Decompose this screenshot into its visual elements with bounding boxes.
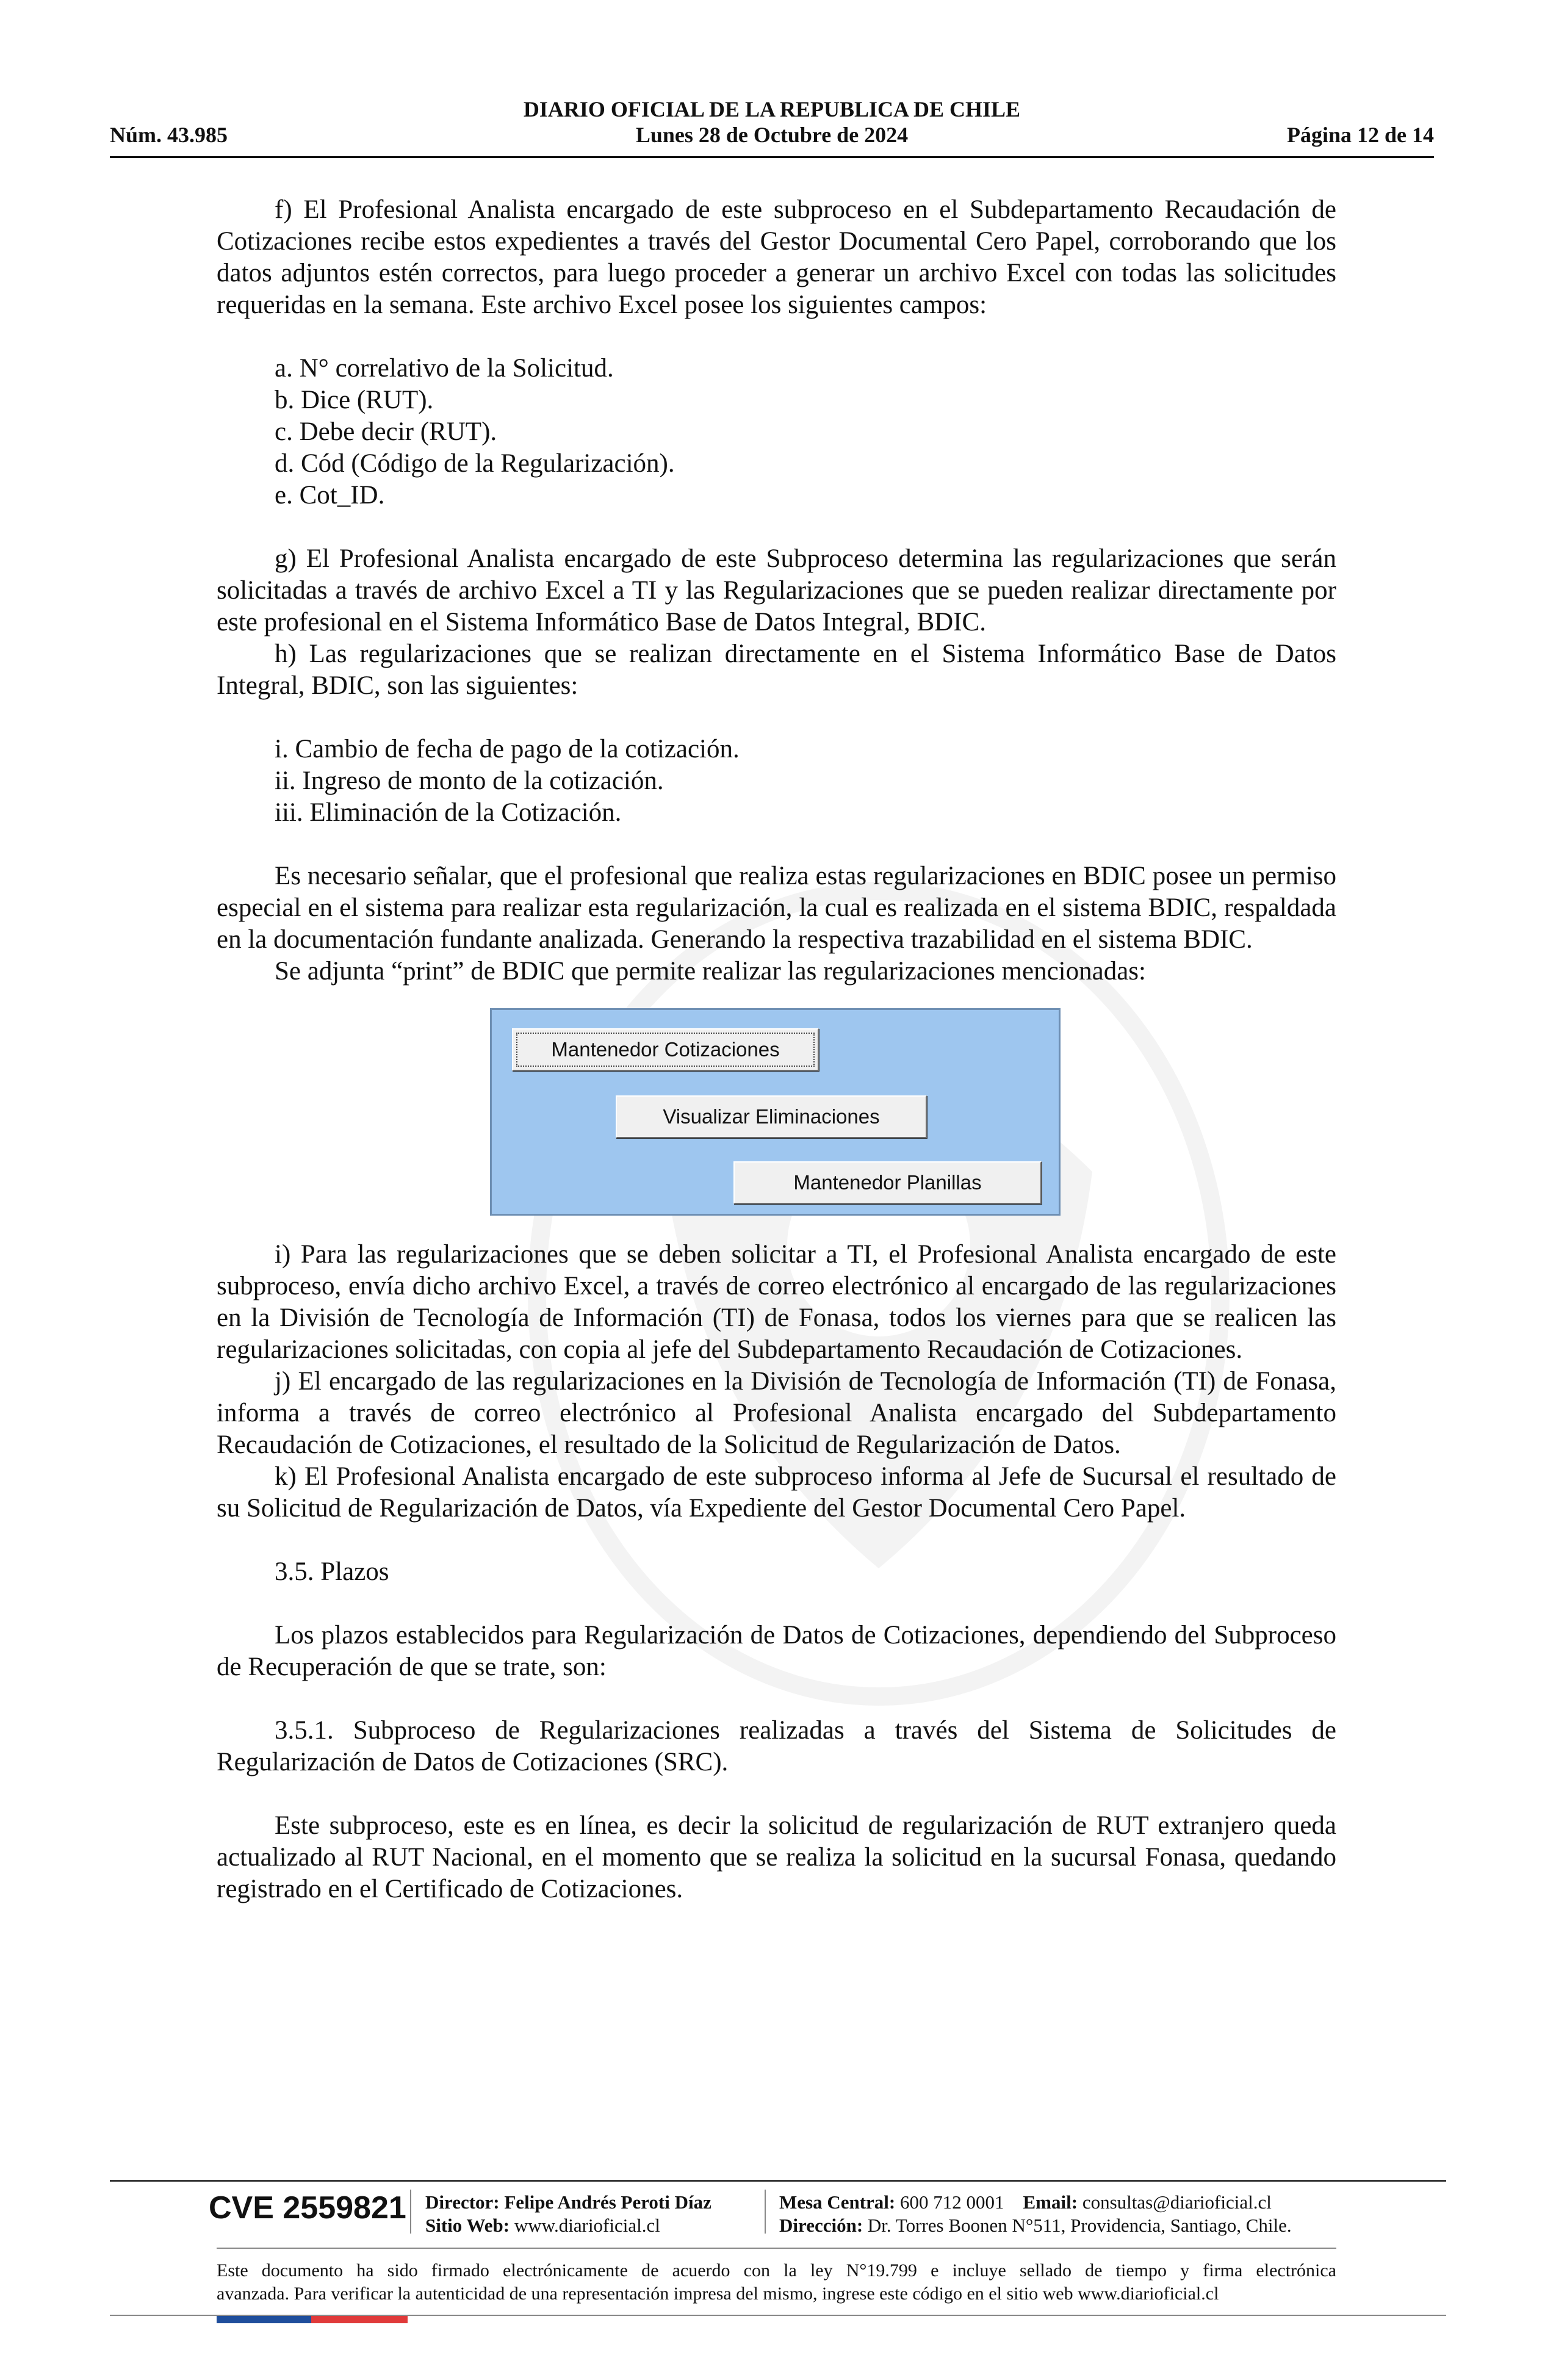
cve-code: CVE 2559821 [209,2190,406,2226]
email-address[interactable]: consultas@diarioficial.cl [1082,2191,1272,2213]
page-header [110,92,1434,159]
field-item: a. N° correlativo de la Solicitud. [275,354,614,383]
footer-director-block [425,2191,711,2237]
director-label: Director: [425,2191,500,2213]
footer-divider-2 [217,2248,1336,2249]
footer-contact-block [779,2191,1292,2237]
legal-notice-line-1: Este documento ha sido firmado electrónicamente de acuerdo con la ley N°19.799 e incluye sellado de tiempo y firma electrónica [217,2260,1336,2281]
section-heading-3-5-1: 3.5.1. Subproceso de Regularizaciones realizadas a través del Sistema de Solicitudes de Regularización de Datos de Cotizaciones (SRC). [217,1716,1336,1776]
mesa-phone: 600 712 0001 [900,2191,1004,2213]
paragraph-i: i) Para las regularizaciones que se deben solicitar a TI, el Profesional Analista encargado de este subproceso, envía dicho archivo Excel, a través de correo electrónico al encargado de las regularizaciones en la División de Tecnología de Información (TI) de Fonasa, todos los viernes para que se realicen las regularizaciones solicitadas, con copia al jefe del Subdepartamento Recaudación de Cotizaciones. [217,1240,1336,1364]
mantenedor-planillas-button[interactable]: Mantenedor Planillas [733,1161,1042,1204]
issue-number: Núm. 43.985 [110,123,228,147]
paragraph-g: g) El Profesional Analista encargado de este Subproceso determina las regularizaciones que serán solicitadas a través de archivo Excel a TI y las Regularizaciones que se pueden realizar directamente por este profesional en el Sistema Informático Base de Datos Integral, BDIC. [217,544,1336,636]
visualizar-eliminaciones-button[interactable]: Visualizar Eliminaciones [616,1095,927,1138]
mesa-label: Mesa Central: [779,2191,896,2213]
section-heading-3-5: 3.5. Plazos [275,1557,389,1586]
field-item: b. Dice (RUT). [275,386,434,414]
issue-date: Lunes 28 de Octubre de 2024 [635,123,909,147]
site-url[interactable]: www.diarioficial.cl [514,2215,660,2236]
footer-separator [410,2190,411,2234]
footer-separator [765,2190,766,2234]
paragraph-f: f) El Profesional Analista encargado de este subproceso en el Subdepartamento Recaudación de Cotizaciones recibe estos expedientes a través del Gestor Documental Cero Papel, corroborando que los datos adjuntos estén correctos, para luego proceder a generar un archivo Excel con todas las solicitudes requeridas en la semana. Este archivo Excel posee los siguientes campos: [217,195,1336,319]
paragraph-j: j) El encargado de las regularizaciones en la División de Tecnología de Información (TI) de Fonasa, informa a través de correo electrónico al Profesional Analista encargado del Subdepartamento Recaudación de Cotizaciones, el resultado de la Solicitud de Regularización de Datos. [217,1367,1336,1459]
paragraph-h: h) Las regularizaciones que se realizan directamente en el Sistema Informático Base de Datos Integral, BDIC, son las siguientes: [217,640,1336,700]
address-text: Dr. Torres Boonen N°511, Providencia, Santiago, Chile. [867,2215,1292,2236]
address-label: Dirección: [779,2215,863,2236]
field-item: e. Cot_ID. [275,481,385,510]
field-item: c. Debe decir (RUT). [275,417,497,446]
mantenedor-cotizaciones-button[interactable]: Mantenedor Cotizaciones [512,1028,819,1071]
regularization-item: iii. Eliminación de la Cotización. [275,798,622,827]
paragraph-attachment: Se adjunta “print” de BDIC que permite realizar las regularizaciones mencionadas: [275,957,1146,986]
bdic-screenshot [490,1008,1061,1216]
legal-notice-line-2: avanzada. Para verificar la autenticidad de una representación impresa del mismo, ingrese este código en el sitio web www.diarioficial.cl [217,2284,1219,2304]
paragraph-k: k) El Profesional Analista encargado de este subproceso informa al Jefe de Sucursal el resultado de su Solicitud de Regularización de Datos, vía Expediente del Gestor Documental Cero Papel. [217,1462,1336,1523]
director-name: Felipe Andrés Peroti Díaz [504,2191,711,2213]
flag-stripe-blue [217,2316,311,2323]
email-label: Email: [1023,2191,1078,2213]
page-number: Página 12 de 14 [1286,123,1434,147]
header-divider [110,156,1434,158]
paragraph-plazos: Los plazos establecidos para Regularización de Datos de Cotizaciones, dependiendo del Subproceso de Recuperación de que se trate, son: [217,1621,1336,1681]
regularization-item: i. Cambio de fecha de pago de la cotización. [275,735,740,763]
paragraph-last: Este subproceso, este es en línea, es decir la solicitud de regularización de RUT extranjero queda actualizado al RUT Nacional, en el momento que se realiza la solicitud en la sucursal Fonasa, quedando registrado en el Certificado de Cotizaciones. [217,1811,1336,1903]
site-label: Sitio Web: [425,2215,510,2236]
field-item: d. Cód (Código de la Regularización). [275,449,675,478]
regularization-item: ii. Ingreso de monto de la cotización. [275,766,664,795]
footer-divider [110,2180,1446,2182]
newspaper-title: DIARIO OFICIAL DE LA REPUBLICA DE CHILE [523,97,1021,121]
paragraph-necessary: Es necesario señalar, que el profesional que realiza estas regularizaciones en BDIC posee un permiso especial en el sistema para realizar esta regularización, la cual es realizada en el sistema BDIC, respaldada en la documentación fundante analizada. Generando la respectiva trazabilidad en el sistema BDIC. [217,862,1336,954]
document-body [217,194,1336,1905]
flag-stripe-red [311,2316,408,2323]
